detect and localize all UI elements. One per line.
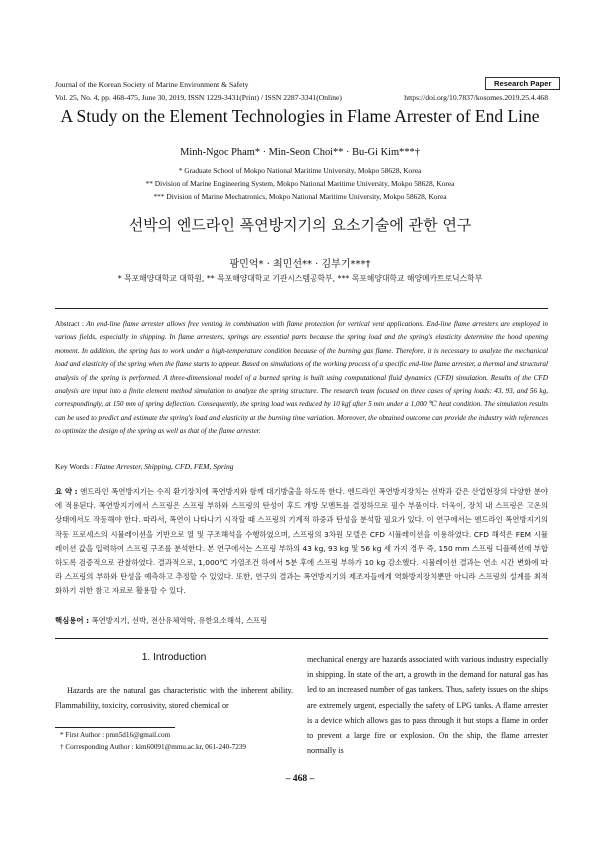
korean-author-list: 팜민억* · 최민선** · 김부기***† — [229, 259, 371, 270]
intro-left-column: Hazards are the natural gas characteristic with the inherent ability. Flammability, toxicity, corrosivity, stored chemical or — [55, 686, 293, 711]
article-type-badge: Research Paper — [485, 77, 560, 90]
journal-name: Journal of the Korean Society of Marine Environment & Safety — [55, 80, 249, 89]
footnote-first-author: * First Author : pmn5d16@gmail.com — [60, 731, 171, 739]
keywords-label: Key Words : — [55, 462, 94, 471]
abstract — [55, 318, 548, 439]
affiliation-2: ** Division of Marine Engineering System, Mokpo National Maritime University, Mokpo 58628, Korea — [145, 179, 455, 188]
korean-affiliations: * 목포해양대학교 대학원, ** 목포해양대학교 기관시스템공학부, *** 목포해양대학교 해양메카트로닉스학부 — [117, 274, 483, 283]
korean-keywords-label: 핵심용어 : — [55, 616, 90, 625]
abstract-label: Abstract : — [55, 320, 84, 328]
volume-info: Vol. 25, No. 4, pp. 468-475, June 30, 2019, ISSN 1229-3431(Print) / ISSN 2287-3341(Online) — [55, 93, 342, 102]
korean-abstract-text: 엔드라인 폭연방지기는 수직 환기장치에 폭연방지와 함께 대기방출을 하도록 한다. 엔드라인 폭연방지장치는 선박과 같은 산업현장의 다양한 분야에 적용된다. 폭연방지기에서 스프링은 스프링 부하와 스프링의 탄성이 후드 개방 모멘트를 결정하므로 필수 부품이다. 더욱이, 장치 내 스프링은 고온의 상태에서도 작동해야 한다. 따라서, 폭연이 나타나기 시작할 때 스프링의 기계적 하중과 탄성을 분석할 필요가 있다. 이 연구에서는 엔드라인 폭연방지기의 작동 프로세스의 시뮬레이션을 기반으로 열 및 구조해석을 수행하였으며, 스프링의 3차원 모델은 CFD 시뮬레이션을 이용하였다. CFD 해석은 FEM 시뮬레이션 값을 입력하여 스프링 구조를 분석한다. 본 연구에서는 스프링 부하의 43 kg, 93 kg 및 56 kg 세 가지 경우 즉, 150 mm 스프링 디플렉션에 부합하도록 검증적으로 관찰하였다. 결과적으로, 1,000℃ 가열조건 하에서 5분 후에 스프링 부하가 10 kg 감소했다. 시뮬레이션 결과는 연소 시간 변화에 따라 스프링의 부하와 탄성을 예측하고 추정할 수 있었다. 또한, 연구의 결과는 폭연방지기의 제조자들에게 역화방지장치뿐만 아니라 스프링의 설계를 최적화하기 위한 참고 자료로 활용할 수 있다. — [55, 487, 548, 596]
korean-keywords — [55, 615, 548, 626]
footnote-rule — [55, 727, 175, 728]
doi-link[interactable]: https://doi.org/10.7837/kosomes.2019.25.4.468 — [404, 93, 548, 102]
affiliation-3: *** Division of Marine Mechatronics, Mokpo National Maritime University, Mokpo 58628, Korea — [153, 192, 447, 201]
divider-bottom — [55, 638, 548, 639]
intro-right-column: mechanical energy are hazards associated with various industry especially in shipping. In state of the art, a growth in the demand for natural gas has led to an increased number of gas tankers. Thus, safety issues on the ships are extremely urgent, especially the safety of LPG tanks. A flame arrester is a device which allows gas to pass through it but stops a flame in order to prevent a large fire or explosion. On the ship, the flame arrester normally is — [307, 655, 548, 756]
page-number: – 468 – — [285, 773, 315, 784]
author-list: Minh-Ngoc Pham* · Min-Seon Choi** · Bu-Gi Kim***† — [180, 147, 420, 158]
keywords-text: Flame Arrester, Shipping, CFD, FEM, Spring — [94, 462, 234, 471]
keywords — [55, 462, 548, 471]
affiliation-1: * Graduate School of Mokpo National Maritime University, Mokpo 58628, Korea — [178, 166, 422, 175]
abstract-text: An end-line flame arrester allows free venting in combination with flame protection for vertical vent applications. End-line flame arresters are employed in various fields, especially in shipping. In flame arresters, springs are essential parts because the spring load and the spring's elasticity determine the hood opening moment. In addition, the spring has to work under a high-temperature condition because of the burning gas flame. Therefore, it is necessary to analyze the mechanical load and elasticity of the spring when the flame starts to appear. Based on simulations of the working process of a specific end-line flame arrester, a thermal and structural analysis of the spring is performed. A three-dimensional model of a burned spring is built using computational fluid dynamics (CFD) simulation. Results of the CFD analysis are input into a finite element method simulation to analyze the spring structure. The research team focused on three cases of spring loads: 43, 93, and 56 kg, correspondingly, at 150 mm of spring deflection. Consequently, the spring load was reduced by 10 kgf after 5 min under a 1,000 ℃ heat condition. The simulation results can be used to predict and estimate the spring's load and elasticity at the burning time variation. Moreover, the obtained outcome can provide the industry with references to optimize the design of the spring as well as that of the flame arrester. — [55, 320, 548, 436]
korean-abstract — [55, 485, 548, 599]
korean-title: 선박의 엔드라인 폭연방지기의 요소기술에 관한 연구 — [128, 216, 472, 234]
divider-top — [55, 308, 548, 309]
paper-title: A Study on the Element Technologies in Flame Arrester of End Line — [60, 106, 540, 126]
footnote-corresponding-author: † Corresponding Author : kim60091@mmu.ac.kr, 061-240-7239 — [60, 743, 246, 751]
korean-abstract-label: 요 약 : — [55, 487, 78, 496]
korean-keywords-text: 폭연방지기, 선박, 전산유체역학, 유한요소해석, 스프링 — [91, 616, 268, 625]
section-heading-introduction: 1. Introduction — [141, 652, 207, 663]
